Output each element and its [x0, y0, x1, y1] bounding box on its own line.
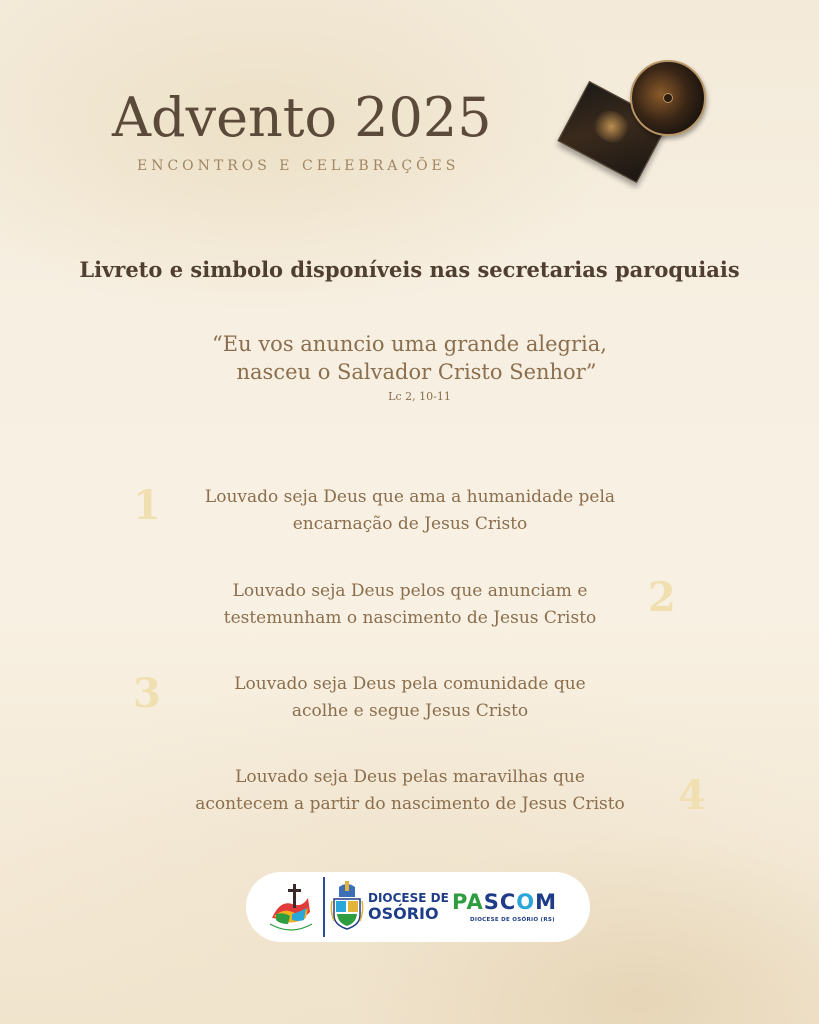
pascom-logo	[452, 890, 557, 914]
list-item-1	[160, 484, 660, 538]
scripture-quote	[0, 330, 819, 386]
item-1-line-2: encarnação de Jesus Cristo	[292, 514, 528, 534]
list-item-3	[160, 671, 660, 725]
item-2-line-2: testemunham o nascimento de Jesus Cristo	[223, 608, 597, 628]
pascom-letter: O	[516, 890, 536, 914]
jubilee-logo-icon	[262, 878, 320, 936]
page-title: Advento 2025	[112, 86, 492, 149]
diocese-line-2: OSÓRIO	[368, 904, 439, 923]
item-3-line-1: Louvado seja Deus pela comunidade que	[234, 674, 586, 694]
pascom-letter: P	[452, 890, 467, 914]
list-item-2	[160, 578, 660, 632]
item-number-4: 4	[678, 772, 706, 819]
diocese-crest-icon	[330, 881, 364, 933]
pascom-letter: A	[466, 890, 484, 914]
item-number-1: 1	[133, 482, 161, 529]
pascom-subtitle: DIOCESE DE OSÓRIO (RS)	[470, 917, 555, 923]
item-4-line-2: acontecem a partir do nascimento de Jesus Cristo	[195, 794, 625, 814]
sponsor-logos	[246, 872, 590, 942]
page-subtitle: ENCONTROS E CELEBRAÇÕES	[137, 158, 460, 174]
item-number-3: 3	[133, 670, 161, 717]
list-item-4	[140, 764, 680, 818]
item-2-line-1: Louvado seja Deus pelos que anunciam e	[232, 581, 588, 601]
symbol-disc-image	[630, 60, 706, 136]
pascom-letter: C	[499, 890, 517, 914]
quote-line-1: “Eu vos anuncio uma grande alegria,	[212, 332, 607, 356]
item-number-2: 2	[648, 574, 676, 621]
booklet-and-symbol-image	[560, 58, 710, 182]
quote-reference: Lc 2, 10-11	[388, 390, 451, 403]
item-3-line-2: acolhe e segue Jesus Cristo	[291, 701, 529, 721]
item-4-line-1: Louvado seja Deus pelas maravilhas que	[235, 767, 585, 787]
item-1-line-1: Louvado seja Deus que ama a humanidade pela	[204, 487, 616, 507]
diocese-name	[368, 891, 449, 921]
diocese-line-1: DIOCESE DE	[368, 891, 449, 905]
quote-line-2: nasceu o Salvador Cristo Senhor”	[236, 360, 597, 384]
logo-divider	[323, 877, 325, 937]
pascom-letter: S	[483, 890, 500, 914]
availability-headline: Livreto e simbolo disponíveis nas secretarias paroquiais	[79, 257, 740, 282]
pascom-letter: M	[535, 890, 558, 914]
